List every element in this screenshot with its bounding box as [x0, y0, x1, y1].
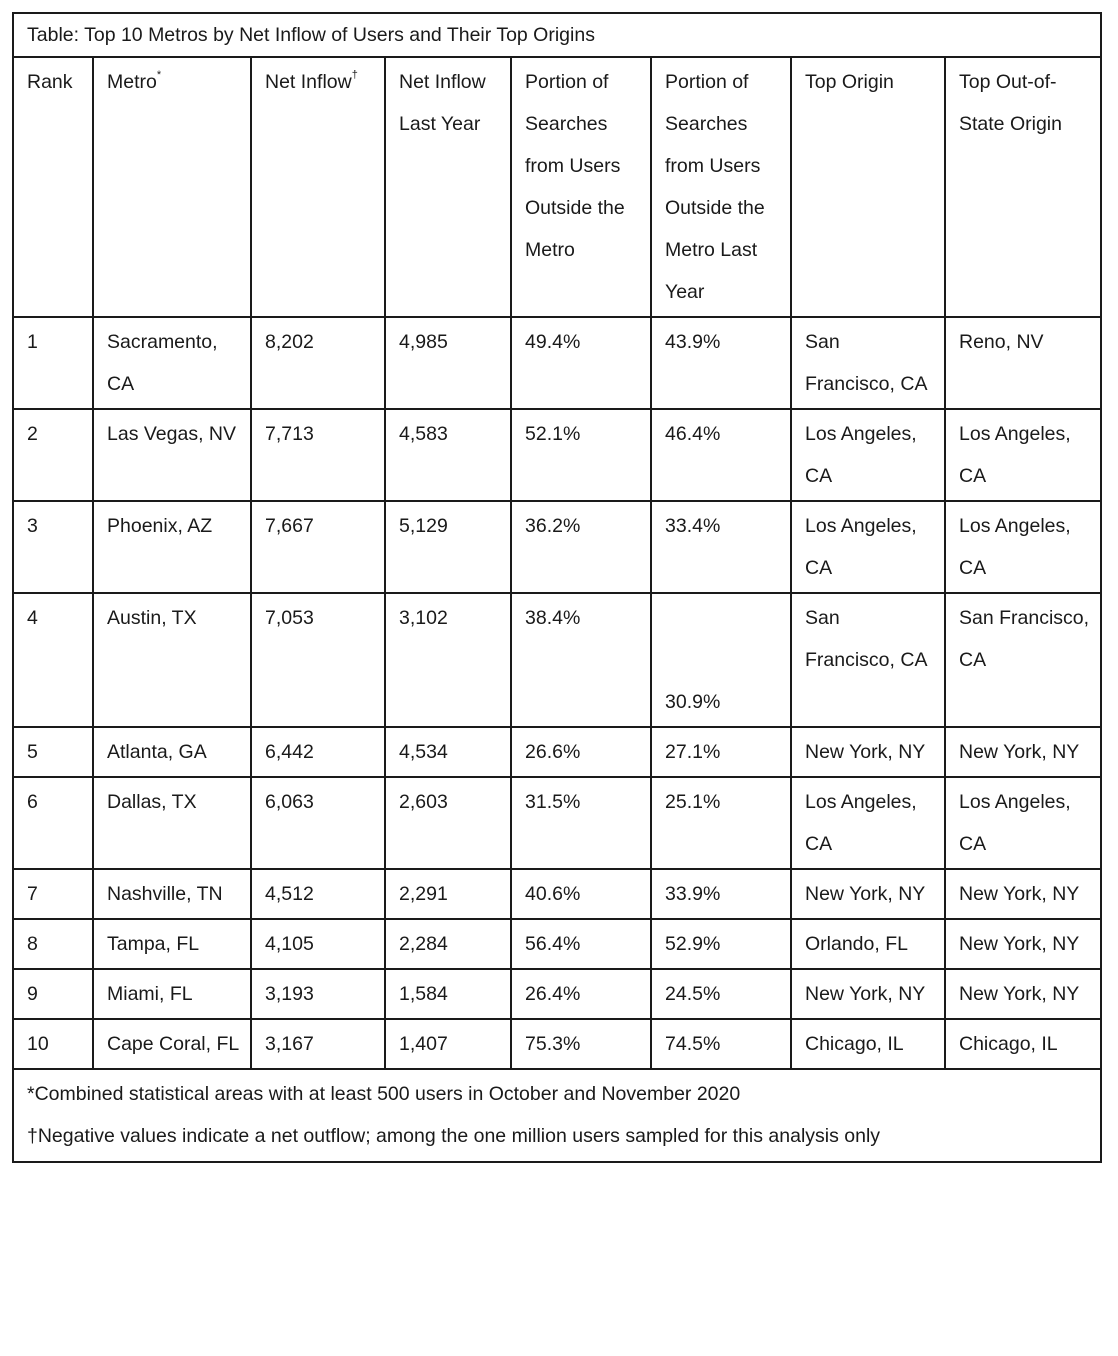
cell-rank: 5: [13, 727, 93, 777]
cell-portion-last-year: 43.9%: [651, 317, 791, 409]
table-row: [13, 869, 1101, 919]
cell-portion: 49.4%: [511, 317, 651, 409]
cell-rank: 2: [13, 409, 93, 501]
table-row: [13, 409, 1101, 501]
cell-top-origin: San Francisco, CA: [791, 593, 945, 727]
cell-top-out-of-state-origin: Los Angeles, CA: [945, 777, 1101, 869]
cell-top-out-of-state-origin: New York, NY: [945, 969, 1101, 1019]
cell-rank: 8: [13, 919, 93, 969]
cell-portion-last-year: 74.5%: [651, 1019, 791, 1069]
footnote-metro: *Combined statistical areas with at least 500 users in October and November 2020: [27, 1083, 741, 1105]
cell-net-inflow: 7,667: [251, 501, 385, 593]
metros-table: [12, 12, 1102, 1163]
cell-portion-last-year: 33.4%: [651, 501, 791, 593]
cell-rank: 1: [13, 317, 93, 409]
table-row: [13, 969, 1101, 1019]
cell-net-inflow-last-year: 4,534: [385, 727, 511, 777]
cell-metro: Dallas, TX: [93, 777, 251, 869]
cell-top-out-of-state-origin: Chicago, IL: [945, 1019, 1101, 1069]
cell-top-out-of-state-origin: New York, NY: [945, 919, 1101, 969]
cell-net-inflow-last-year: 1,407: [385, 1019, 511, 1069]
cell-portion: 38.4%: [511, 593, 651, 727]
header-metro-label: Metro: [107, 71, 157, 93]
cell-top-origin: New York, NY: [791, 727, 945, 777]
cell-top-origin: New York, NY: [791, 969, 945, 1019]
table-row: [13, 727, 1101, 777]
cell-net-inflow: 6,063: [251, 777, 385, 869]
cell-net-inflow: 3,193: [251, 969, 385, 1019]
cell-portion: 40.6%: [511, 869, 651, 919]
cell-rank: 10: [13, 1019, 93, 1069]
cell-net-inflow: 4,105: [251, 919, 385, 969]
cell-top-out-of-state-origin: Los Angeles, CA: [945, 409, 1101, 501]
footnotes: [13, 1069, 1101, 1162]
header-net-inflow-last-year: Net Inflow Last Year: [385, 57, 511, 317]
cell-net-inflow-last-year: 5,129: [385, 501, 511, 593]
table-row: [13, 919, 1101, 969]
header-net-inflow-label: Net Inflow: [265, 71, 352, 93]
cell-net-inflow-last-year: 2,291: [385, 869, 511, 919]
cell-portion: 26.6%: [511, 727, 651, 777]
header-top-out-of-state-origin: Top Out-of-State Origin: [945, 57, 1101, 317]
cell-portion-last-year: 25.1%: [651, 777, 791, 869]
cell-net-inflow-last-year: 4,985: [385, 317, 511, 409]
cell-top-origin: San Francisco, CA: [791, 317, 945, 409]
cell-net-inflow: 7,053: [251, 593, 385, 727]
header-metro-footnote-mark: *: [156, 68, 162, 81]
cell-rank: 3: [13, 501, 93, 593]
cell-portion: 52.1%: [511, 409, 651, 501]
header-row: [13, 57, 1101, 317]
cell-net-inflow-last-year: 1,584: [385, 969, 511, 1019]
cell-metro: Atlanta, GA: [93, 727, 251, 777]
header-top-origin: Top Origin: [791, 57, 945, 317]
caption-row: [13, 13, 1101, 57]
cell-metro: Cape Coral, FL: [93, 1019, 251, 1069]
cell-metro: Phoenix, AZ: [93, 501, 251, 593]
header-metro: [93, 57, 251, 317]
cell-top-out-of-state-origin: New York, NY: [945, 869, 1101, 919]
table-row: [13, 501, 1101, 593]
cell-top-out-of-state-origin: Los Angeles, CA: [945, 501, 1101, 593]
cell-portion: 56.4%: [511, 919, 651, 969]
cell-metro: Nashville, TN: [93, 869, 251, 919]
cell-top-out-of-state-origin: Reno, NV: [945, 317, 1101, 409]
table-row: [13, 777, 1101, 869]
cell-metro: Austin, TX: [93, 593, 251, 727]
footnote-net-inflow: †Negative values indicate a net outflow; among the one million users sampled for this analysis only: [27, 1125, 881, 1147]
cell-top-origin: Los Angeles, CA: [791, 501, 945, 593]
table-caption: Table: Top 10 Metros by Net Inflow of Users and Their Top Origins: [13, 13, 1101, 57]
cell-portion-last-year-value: 30.9%: [665, 691, 721, 713]
cell-net-inflow: 6,442: [251, 727, 385, 777]
cell-net-inflow: 8,202: [251, 317, 385, 409]
cell-rank: 7: [13, 869, 93, 919]
cell-rank: 6: [13, 777, 93, 869]
cell-top-origin: Los Angeles, CA: [791, 777, 945, 869]
table-row: [13, 1019, 1101, 1069]
cell-top-out-of-state-origin: San Francisco, CA: [945, 593, 1101, 727]
cell-net-inflow-last-year: 3,102: [385, 593, 511, 727]
cell-portion-last-year: 24.5%: [651, 969, 791, 1019]
cell-net-inflow-last-year: 2,603: [385, 777, 511, 869]
cell-portion-last-year: 33.9%: [651, 869, 791, 919]
cell-net-inflow-last-year: 4,583: [385, 409, 511, 501]
cell-portion: 26.4%: [511, 969, 651, 1019]
cell-portion-last-year: 27.1%: [651, 727, 791, 777]
cell-portion: 75.3%: [511, 1019, 651, 1069]
header-net-inflow-footnote-mark: †: [351, 68, 358, 81]
cell-portion-last-year: 46.4%: [651, 409, 791, 501]
cell-portion: 36.2%: [511, 501, 651, 593]
cell-rank: 4: [13, 593, 93, 727]
header-portion-searches-last-year: Portion of Searches from Users Outside the Metro Last Year: [651, 57, 791, 317]
cell-portion: 31.5%: [511, 777, 651, 869]
cell-rank: 9: [13, 969, 93, 1019]
cell-metro: Miami, FL: [93, 969, 251, 1019]
table-row: [13, 593, 1101, 727]
cell-portion-last-year: 52.9%: [651, 919, 791, 969]
cell-metro: Sacramento, CA: [93, 317, 251, 409]
header-rank: Rank: [13, 57, 93, 317]
cell-net-inflow: 4,512: [251, 869, 385, 919]
cell-top-origin: Orlando, FL: [791, 919, 945, 969]
cell-net-inflow: 7,713: [251, 409, 385, 501]
cell-metro: Las Vegas, NV: [93, 409, 251, 501]
header-net-inflow: [251, 57, 385, 317]
cell-top-origin: New York, NY: [791, 869, 945, 919]
cell-metro: Tampa, FL: [93, 919, 251, 969]
cell-net-inflow: 3,167: [251, 1019, 385, 1069]
cell-top-out-of-state-origin: New York, NY: [945, 727, 1101, 777]
cell-net-inflow-last-year: 2,284: [385, 919, 511, 969]
cell-portion-last-year: [651, 593, 791, 727]
header-portion-searches: Portion of Searches from Users Outside the Metro: [511, 57, 651, 317]
cell-top-origin: Los Angeles, CA: [791, 409, 945, 501]
cell-top-origin: Chicago, IL: [791, 1019, 945, 1069]
footnote-row: [13, 1069, 1101, 1162]
table-row: [13, 317, 1101, 409]
